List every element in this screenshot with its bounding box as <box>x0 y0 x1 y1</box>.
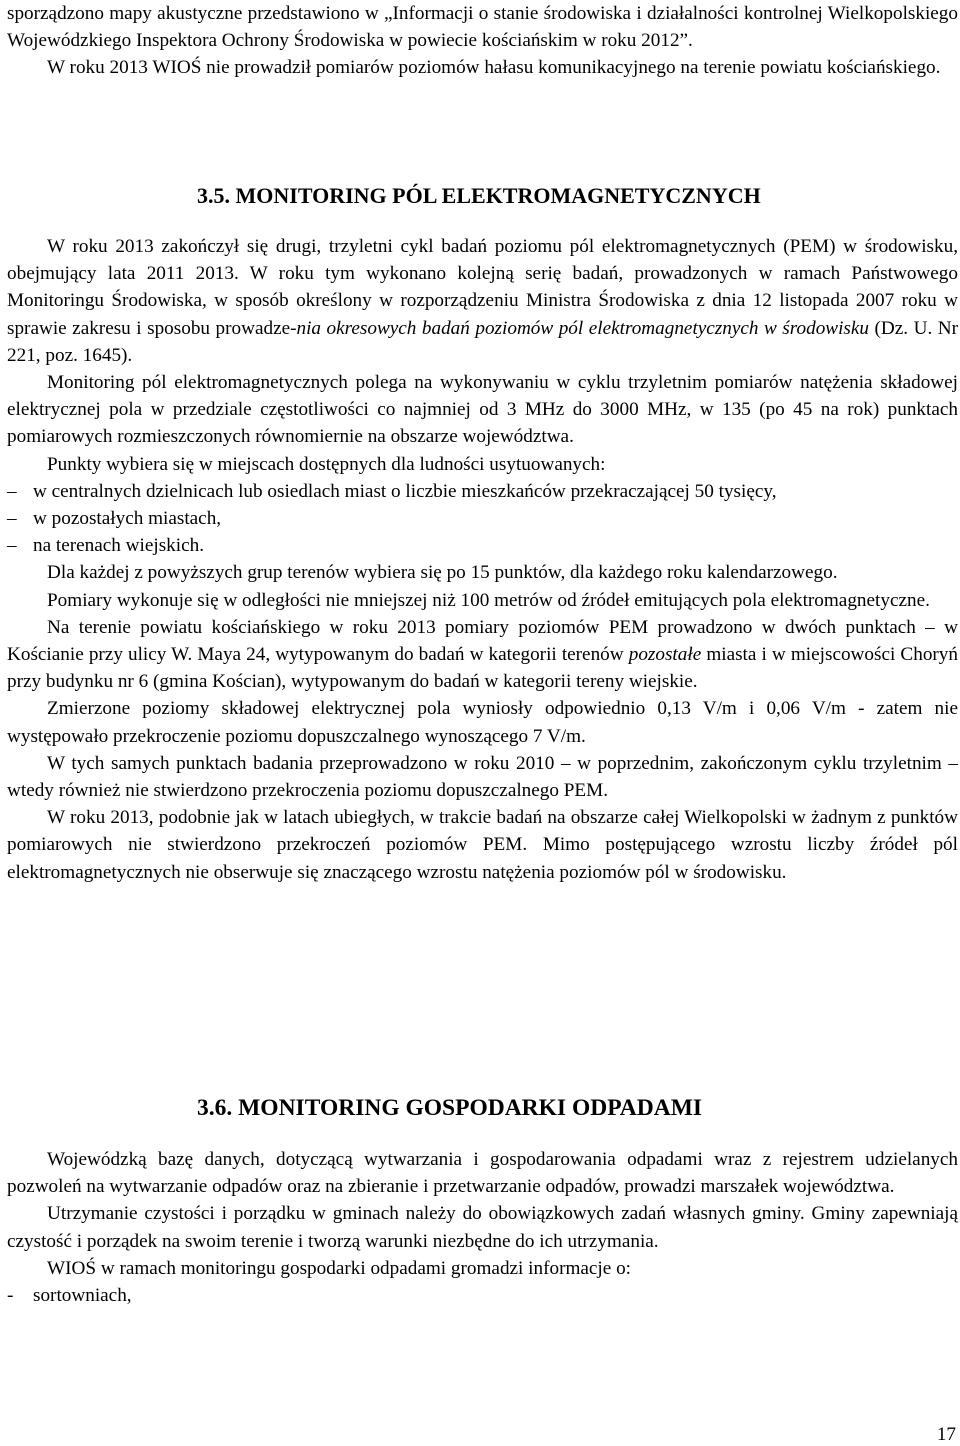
waste-paragraph-1: Wojewódzką bazę danych, dotyczącą wytwarzania i gospodarowania odpadami wraz z rejestrem udzielanych pozwoleń na wytwarzanie odpadów oraz na zbieranie i przetwarzanie odpadów, prowadzi marszałek województwa. <box>7 1149 958 1198</box>
pem-paragraph-6 <box>7 614 958 696</box>
section-heading-3-5: 3.5. MONITORING PÓL ELEKTROMAGNETYCZNYCH <box>197 183 761 208</box>
pem-paragraph-1 <box>7 233 958 369</box>
list-item <box>7 478 958 505</box>
dash-bullet: – <box>7 535 17 557</box>
hyphen-bullet: - <box>7 1285 14 1307</box>
pem-paragraph-4: Dla każdej z powyższych grup terenów wybiera się po 15 punktów, dla każdego roku kalendarzowego. <box>47 562 838 584</box>
section-heading-3-6: 3.6. MONITORING GOSPODARKI ODPADAMI <box>197 1095 703 1121</box>
list-item-text: w centralnych dzielnicach lub osiedlach miast o liczbie mieszkańców przekraczającej 50 tysięcy, <box>33 480 777 502</box>
dash-bullet: – <box>7 480 17 502</box>
intro-paragraph-2: W roku 2013 WIOŚ nie prowadził pomiarów poziomów hałasu komunikacyjnego na terenie powiatu kościańskiego. <box>47 57 941 79</box>
list-item-text: sortowniach, <box>33 1285 132 1307</box>
pem-category-term: pozostałe <box>628 644 702 666</box>
dash-bullet: – <box>7 508 17 530</box>
pem-paragraph-8: W tych samych punktach badania przeprowadzono w roku 2010 – w poprzednim, zakończonym cyklu trzyletnim – wtedy również nie stwierdzono przekroczenia poziomu dopuszczalnego PEM. <box>7 752 958 802</box>
intro-paragraph-1: sporządzono mapy akustyczne przedstawiono w „Informacji o stanie środowiska i działalności kontrolnej Wielkopolskiego Wojewódzkiego Inspektora Ochrony Środowiska w powiecie kościańskim w roku 2012”. <box>7 3 958 52</box>
pem-paragraph-2: Monitoring pól elektromagnetycznych polega na wykonywaniu w cyklu trzyletnim pomiarów natężenia składowej elektrycznej pola w przedziale częstotliwości co najmniej od 3 MHz do 3000 MHz, w 135 (po 45 na rok) punktach pomiarowych rozmieszczonych równomiernie na obszarze województwa. <box>7 372 958 448</box>
pem-paragraph-9: W roku 2013, podobnie jak w latach ubiegłych, w trakcie badań na obszarze całej Wielkopolski w żadnym z punktów pomiarowych nie stwierdzono przekroczeń poziomów PEM. Mimo postępującego wzrostu liczby źródeł pól elektromagnetycznych nie obserwuje się znaczącego wzrostu natężenia poziomów pól w środowisku. <box>7 807 958 883</box>
waste-paragraph-2: Utrzymanie czystości i porządku w gminach należy do obowiązkowych zadań własnych gminy. Gminy zapewniają czystość i porządek na swoim terenie i tworzą warunki niezbędne do ich utrzymania. <box>7 1203 958 1252</box>
pem-paragraph-1-text: W roku 2013 zakończył się drugi, trzyletni cykl badań poziomu pól elektromagnetycznych (PEM) w środowisku, obejmujący lata 2011 2013. W roku tym wykonano kolejną serię badań, prowadzonych w ramach Państwowego Monitoringu Środowiska, w sposób określony w rozporządzeniu Ministra Środowiska z dnia 12 listopada 2007 roku w sprawie zakresu i sposobu prowadze- <box>7 236 958 339</box>
list-item-text: na terenach wiejskich. <box>33 535 205 557</box>
page-number: 17 <box>936 1424 956 1445</box>
list-item <box>7 532 958 559</box>
pem-paragraph-5: Pomiary wykonuje się w odległości nie mniejszej niż 100 metrów od źródeł emitujących pola elektromagnetyczne. <box>47 589 930 611</box>
pem-paragraph-7: Zmierzone poziomy składowej elektrycznej pola wyniosły odpowiednio 0,13 V/m i 0,06 V/m - zatem nie występowało przekroczenie poziomu dopuszczalnego wynoszącego 7 V/m. <box>7 698 958 747</box>
waste-paragraph-3: WIOŚ w ramach monitoringu gospodarki odpadami gromadzi informacje o: <box>47 1257 632 1279</box>
pem-paragraph-6-text-b: miasta i w miejscowości Choryń przy budynku nr 6 (gmina Kościan), wytypowanym do badań w kategorii tereny wiejskie. <box>7 644 958 693</box>
list-item <box>7 1282 958 1309</box>
pem-paragraph-3: Punkty wybiera się w miejscach dostępnych dla ludności usytuowanych: <box>47 453 606 475</box>
pem-paragraph-6-text-a: Na terenie powiatu kościańskiego w roku 2013 pomiary poziomów PEM prowadzono w dwóch punktach – w Kościanie przy ulicy W. Maya 24, wytypowanym do badań w kategorii terenów <box>7 616 958 666</box>
list-item <box>7 505 958 532</box>
pem-regulation-title: nia okresowych badań poziomów pól elektromagnetycznych w środowisku <box>296 317 870 339</box>
list-item-text: w pozostałych miastach, <box>33 508 222 530</box>
pem-paragraph-1-ref: (Dz. U. Nr 221, poz. 1645). <box>7 317 958 366</box>
